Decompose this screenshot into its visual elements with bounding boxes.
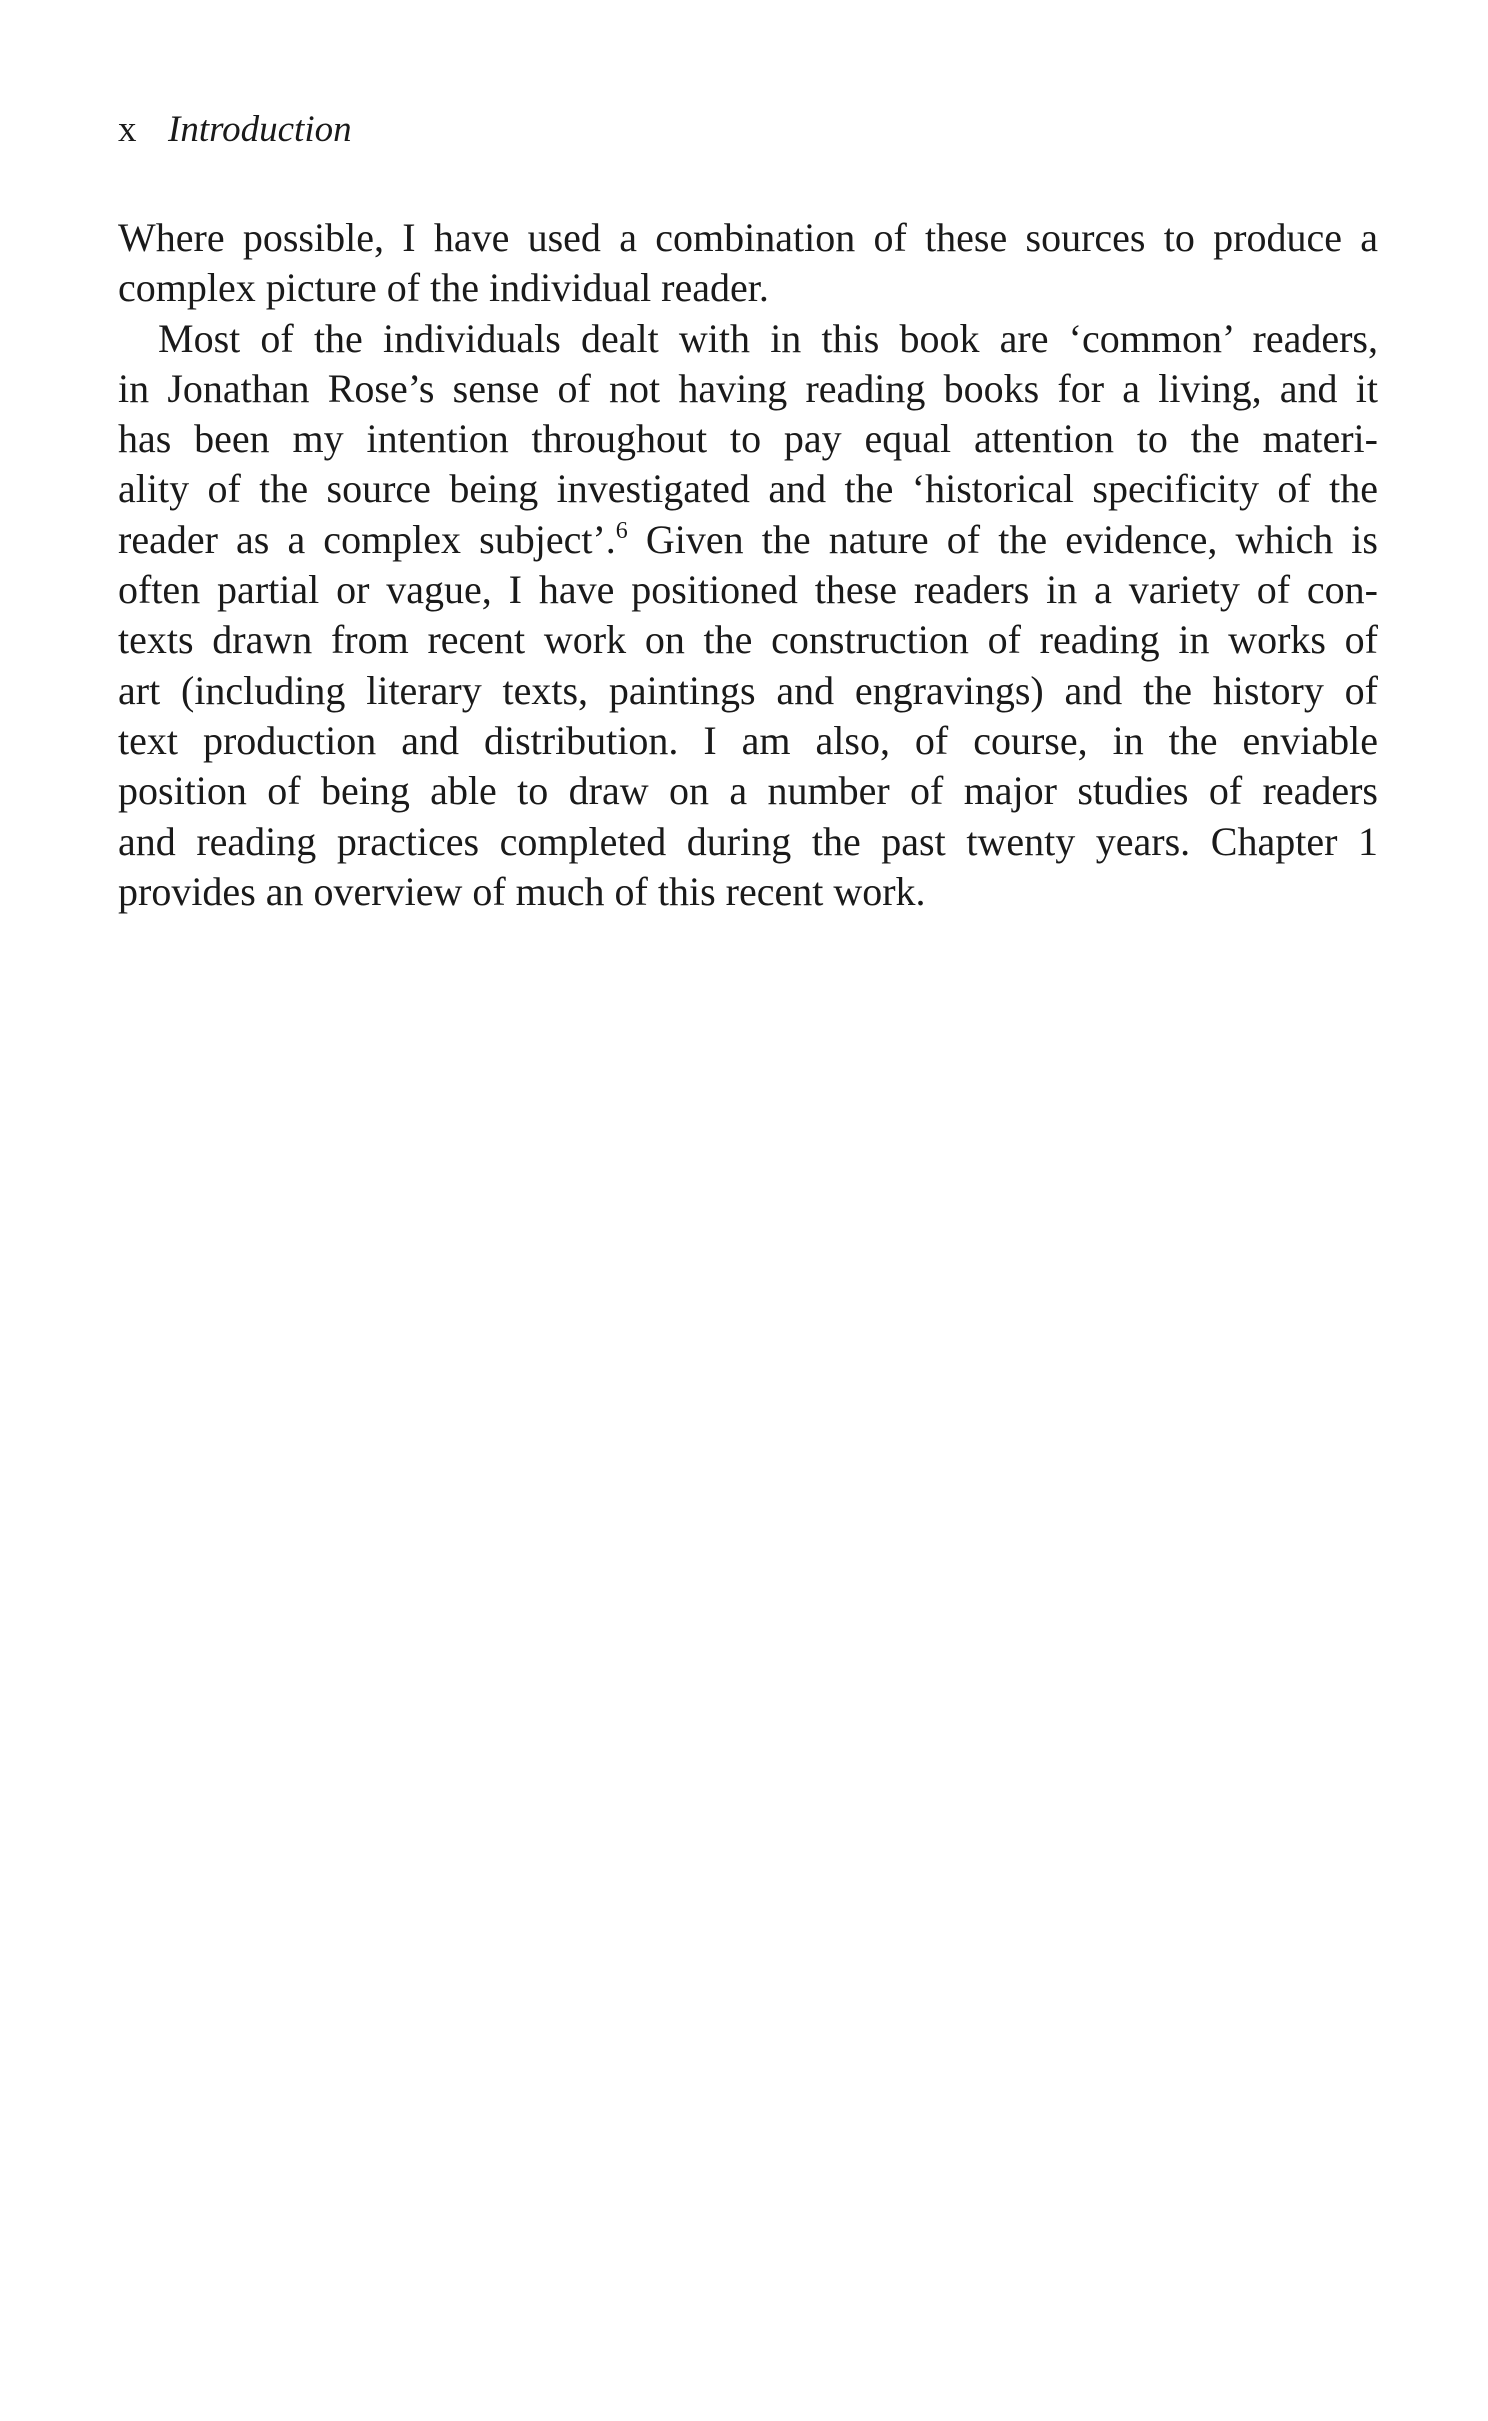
text-line: art (including literary texts, paintings and engravings) and the history of: [118, 667, 1378, 713]
text-line-with-footnote: [118, 515, 1378, 565]
running-head: [118, 108, 352, 152]
text-line: Where possible, I have used a combination of these sources to produce a: [118, 215, 1378, 260]
text-line: ality of the source being investigated and the ‘historical specificity of the: [118, 466, 1378, 512]
text-line: provides an overview of much of this recent work.: [118, 868, 926, 914]
text-segment: Given the nature of the evidence, which is: [627, 516, 1378, 562]
text-segment: reader as a complex subject’.: [118, 516, 616, 562]
page-number: x: [118, 109, 137, 150]
body-text: [118, 213, 1378, 917]
running-head-title: Introduction: [168, 109, 352, 150]
text-line: has been my intention throughout to pay equal attention to the materi-: [118, 416, 1378, 462]
footnote-marker: 6: [615, 517, 628, 544]
paragraph-1: [118, 213, 1378, 314]
paragraph-2: [118, 314, 1378, 918]
text-line: text production and distribution. I am also, of course, in the enviable: [118, 717, 1378, 763]
text-line: complex picture of the individual reader.: [118, 265, 769, 311]
text-line: texts drawn from recent work on the construction of reading in works of: [118, 617, 1378, 663]
text-line: and reading practices completed during the past twenty years. Chapter 1: [118, 818, 1378, 864]
text-line: in Jonathan Rose’s sense of not having reading books for a living, and it: [118, 365, 1378, 411]
text-line: position of being able to draw on a number of major studies of readers: [118, 768, 1378, 814]
text-line: often partial or vague, I have positioned these readers in a variety of con-: [118, 567, 1378, 613]
text-line: Most of the individuals dealt with in this book are ‘common’ readers,: [158, 315, 1378, 361]
